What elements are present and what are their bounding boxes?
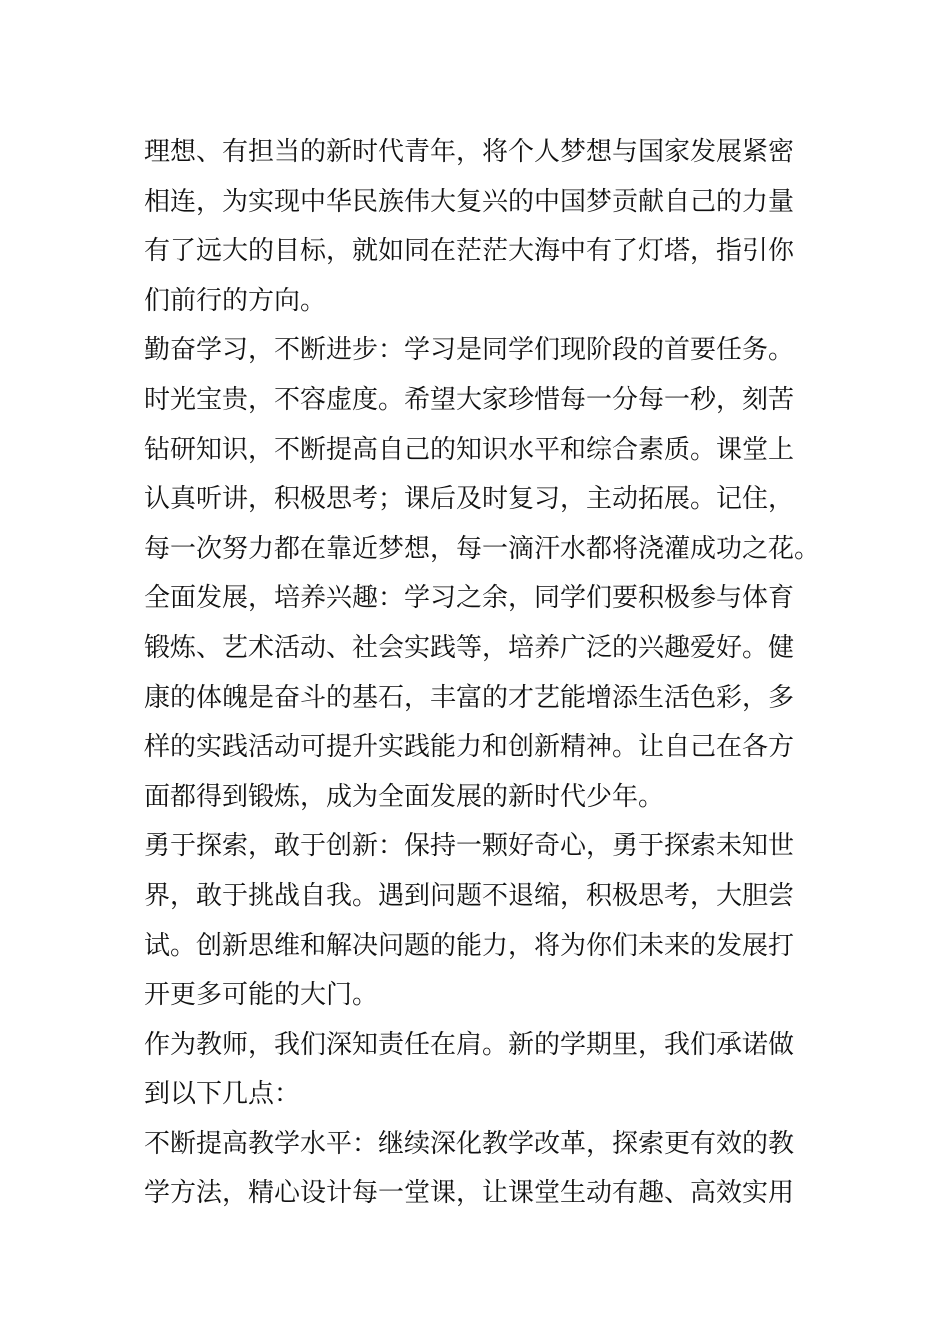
text-line: 不断提高教学水平：继续深化教学改革，探索更有效的教 — [144, 1128, 795, 1159]
text-line: 认真听讲，积极思考；课后及时复习，主动拓展。记住， — [144, 484, 795, 515]
text-line: 钻研知识，不断提高自己的知识水平和综合素质。课堂上 — [144, 434, 795, 465]
text-line: 全面发展，培养兴趣：学习之余，同学们要积极参与体育 — [144, 583, 795, 614]
text-line: 时光宝贵，不容虚度。希望大家珍惜每一分每一秒，刻苦 — [144, 384, 795, 415]
text-line: 到以下几点： — [144, 1079, 301, 1110]
text-line: 开更多可能的大门。 — [144, 980, 379, 1011]
text-line: 康的体魄是奋斗的基石，丰富的才艺能增添生活色彩，多 — [144, 682, 795, 713]
text-line: 们前行的方向。 — [144, 285, 327, 316]
text-line: 有了远大的目标，就如同在茫茫大海中有了灯塔，指引你 — [144, 236, 795, 267]
text-line: 锻炼、艺术活动、社会实践等，培养广泛的兴趣爱好。健 — [144, 632, 795, 663]
text-line: 相连，为实现中华民族伟大复兴的中国梦贡献自己的力量 — [144, 186, 795, 217]
text-line: 作为教师，我们深知责任在肩。新的学期里，我们承诺做 — [144, 1029, 795, 1060]
text-line: 每一次努力都在靠近梦想，每一滴汗水都将浇灌成功之花。 — [144, 533, 821, 564]
text-line: 学方法，精心设计每一堂课，让课堂生动有趣、高效实用 — [144, 1178, 795, 1209]
text-line: 样的实践活动可提升实践能力和创新精神。让自己在各方 — [144, 732, 795, 763]
text-line: 勤奋学习，不断进步：学习是同学们现阶段的首要任务。 — [144, 335, 795, 366]
text-line: 界，敢于挑战自我。遇到问题不退缩，积极思考，大胆尝 — [144, 880, 795, 911]
text-line: 试。创新思维和解决问题的能力，将为你们未来的发展打 — [144, 930, 795, 961]
text-line: 面都得到锻炼，成为全面发展的新时代少年。 — [144, 781, 665, 812]
document-body — [144, 128, 821, 1219]
text-line: 勇于探索，敢于创新：保持一颗好奇心，勇于探索未知世 — [144, 831, 795, 862]
text-line: 理想、有担当的新时代青年，将个人梦想与国家发展紧密 — [144, 137, 795, 167]
